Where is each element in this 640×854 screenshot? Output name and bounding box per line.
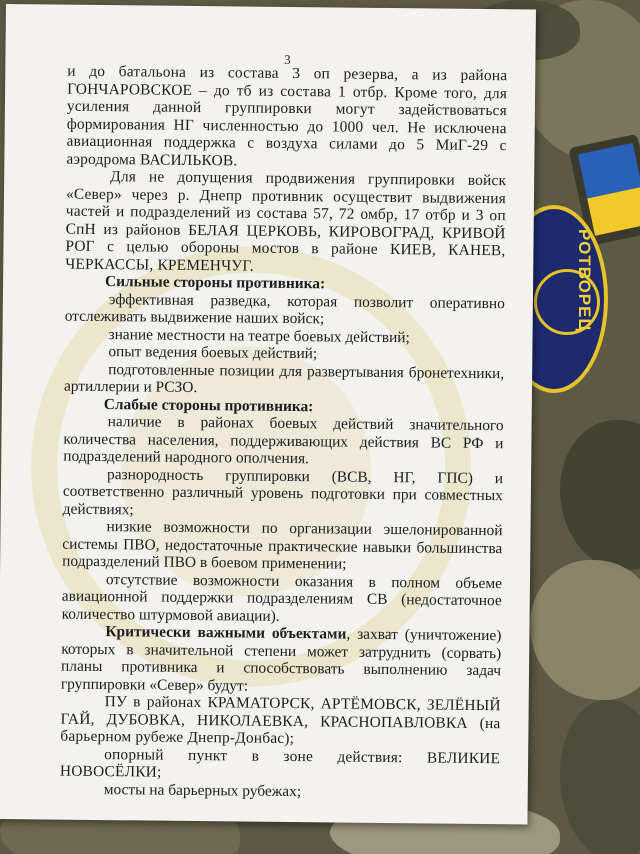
camo-blob <box>560 420 640 570</box>
critical-objects-text: , захват (уничтожение) которых в значительной степени может затруднить (сорвать) планы противника и способствовать выполнению задач группировки «Север» будут: <box>60 625 502 695</box>
critical-objects-lead: Критически важными объектами <box>105 623 347 643</box>
camo-blob <box>560 700 640 854</box>
strength-item: опыт ведения боевых действий; <box>108 343 318 363</box>
critical-objects-paragraph <box>61 623 502 698</box>
critical-item: мосты на барьерных рубежах; <box>103 780 302 800</box>
critical-item: ПУ в районах КРАМАТОРСК, АРТЁМОВСК, ЗЕЛЁНЫЙ ГАЙ, ДУБОВКА, НИКОЛАЕВКА, КРАСНОПАВЛОВКА (на барьерном рубеже Днепр-Донбас); <box>60 693 501 748</box>
weakness-item: низкие возможности по организации эшелонированной системы ПВО, недостаточные практические навыки большинства подразделений ПВО в боевом применении; <box>62 518 503 573</box>
page-number: 3 <box>284 51 291 67</box>
camo-blob <box>530 560 640 700</box>
weakness-item: разнородность группировки (ВСВ, НГ, ГПС) и соответственно различный уровень подготовки при совместных действиях; <box>62 465 504 518</box>
patch-label: РОТВОРЕЦ <box>575 229 594 332</box>
weaknesses-heading: Слабые стороны противника: <box>103 395 314 415</box>
weakness-item: отсутствие возможности оказания в полном объеме авиационной поддержки подразделениям СВ (недостаточное количество штурмовой авиации). <box>61 570 503 625</box>
paragraph-intro: и до батальона из состава 3 оп резерва, а из района ГОНЧАРОВСКОЕ – до тб из состава 1 отбр. Кроме того, для усиления данной группировки могут задействоваться формирования НГ численностью до 1000 чел. Не исключена авиационная поддержка с воздуха силами до 5 МиГ-29 с аэродрома ВАСИЛЬКОВ. <box>66 62 508 169</box>
weakness-item: наличие в районах боевых действий значительного количества населения, поддерживающих действия ВС РФ и подразделений народного ополчения. <box>63 413 504 468</box>
strengths-heading: Сильные стороны противника: <box>105 273 326 293</box>
strength-item: подготовленные позиции для развертывания бронетехники, артиллерии и РСЗО. <box>63 360 505 397</box>
document-page <box>0 4 536 825</box>
critical-item: опорный пункт в зоне действия: ВЕЛИКИЕ НОВОСЁЛКИ; <box>59 745 501 781</box>
paragraph-dnepr: Для не допущения продвижения группировки войск «Север» через р. Днепр противник осуществит выдвижения частей и подразделений из состава 57, 72 омбр, 17 отбр и 3 оп СпН из районов БЕЛАЯ ЦЕРКОВЬ, КИРОВОГРАД, КРИВОЙ РОГ с целью обороны мостов в районе КИЕВ, КАНЕВ, ЧЕРКАССЫ, КРЕМЕНЧУГ. <box>65 168 507 275</box>
document-body <box>60 5 508 803</box>
strength-item: эффективная разведка, которая позволит оперативно отслеживать выдвижение наших войск; <box>64 290 505 328</box>
strength-item: знание местности на театре боевых действий; <box>108 325 410 346</box>
